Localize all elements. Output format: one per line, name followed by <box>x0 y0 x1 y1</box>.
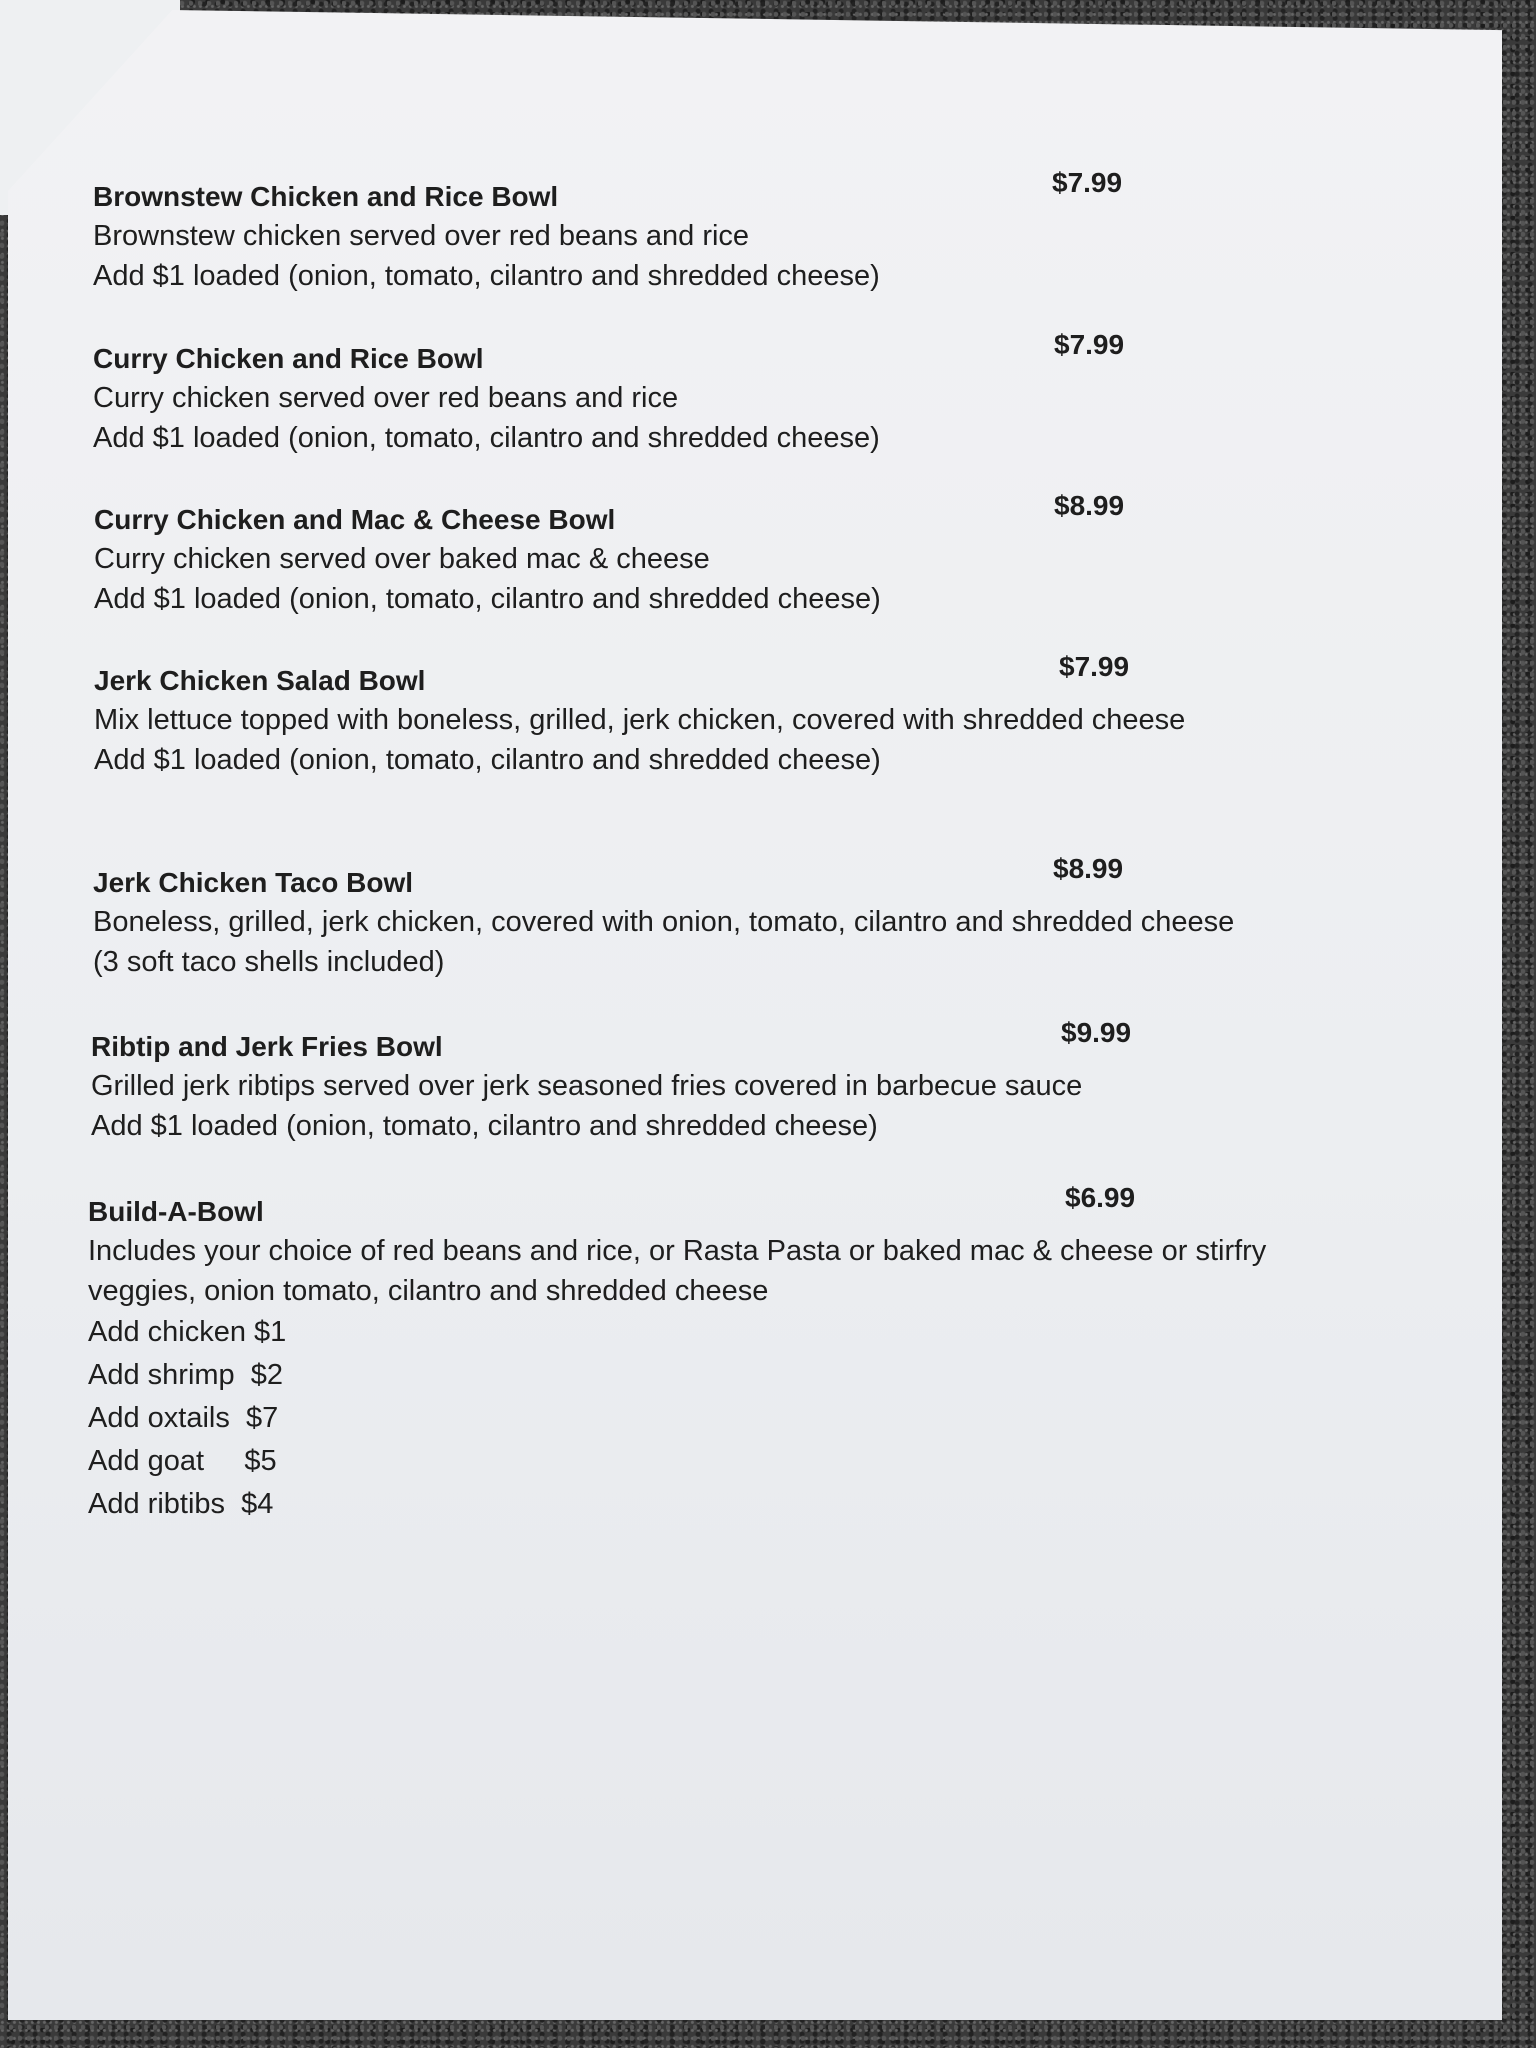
menu-item-jerk-taco-bowl <box>93 853 1393 982</box>
item-price: $9.99 <box>1061 1017 1132 1048</box>
item-addon-note: Add $1 loaded (onion, tomato, cilantro and shredded cheese) <box>93 260 880 292</box>
item-description: Includes your choice of red beans and rice, or Rasta Pasta or baked mac & cheese or stirfry <box>88 1235 1267 1267</box>
item-price: $7.99 <box>1059 651 1130 682</box>
item-description: Brownstew chicken served over red beans and rice <box>93 220 750 252</box>
item-name: Build-A-Bowl <box>88 1196 264 1227</box>
item-addon-note: Add $1 loaded (onion, tomato, cilantro and shredded cheese) <box>93 422 880 454</box>
item-addon-note: Add $1 loaded (onion, tomato, cilantro and shredded cheese) <box>91 1110 878 1142</box>
item-price: $8.99 <box>1054 490 1125 521</box>
menu-item-brownstew-bowl <box>93 167 1393 296</box>
item-description: Boneless, grilled, jerk chicken, covered with onion, tomato, cilantro and shredded cheese <box>93 906 1235 938</box>
item-name: Ribtip and Jerk Fries Bowl <box>91 1031 443 1062</box>
menu-item-jerk-salad-bowl <box>94 651 1394 780</box>
addon-ribtibs: Add ribtibs $4 <box>88 1488 274 1520</box>
item-description: Curry chicken served over red beans and rice <box>93 382 679 414</box>
item-description: Mix lettuce topped with boneless, grilled, jerk chicken, covered with shredded cheese <box>94 704 1186 736</box>
item-description: Grilled jerk ribtips served over jerk seasoned fries covered in barbecue sauce <box>91 1070 1083 1102</box>
item-addon-note: Add $1 loaded (onion, tomato, cilantro and shredded cheese) <box>94 583 881 615</box>
item-description-continued: veggies, onion tomato, cilantro and shredded cheese <box>88 1275 769 1307</box>
item-name: Jerk Chicken Salad Bowl <box>94 665 426 696</box>
item-price: $7.99 <box>1054 329 1125 360</box>
menu-item-build-a-bowl <box>88 1182 1388 1526</box>
menu-item-ribtip-fries-bowl <box>91 1017 1391 1146</box>
item-name: Jerk Chicken Taco Bowl <box>93 867 414 898</box>
addon-shrimp: Add shrimp $2 <box>88 1359 284 1391</box>
addon-goat: Add goat $5 <box>88 1445 277 1477</box>
addon-chicken: Add chicken $1 <box>88 1316 287 1348</box>
item-name: Brownstew Chicken and Rice Bowl <box>93 181 559 212</box>
menu-item-curry-mac-bowl <box>94 490 1394 619</box>
item-price: $7.99 <box>1052 167 1123 198</box>
item-name: Curry Chicken and Rice Bowl <box>93 343 484 374</box>
item-name: Curry Chicken and Mac & Cheese Bowl <box>94 504 616 535</box>
item-description: Curry chicken served over baked mac & cheese <box>94 543 710 575</box>
addon-oxtails: Add oxtails $7 <box>88 1402 279 1434</box>
item-addon-note: Add $1 loaded (onion, tomato, cilantro and shredded cheese) <box>94 744 881 776</box>
item-addon-note: (3 soft taco shells included) <box>93 946 445 978</box>
item-price: $8.99 <box>1053 853 1124 884</box>
item-price: $6.99 <box>1065 1182 1136 1213</box>
menu-item-curry-rice-bowl <box>93 329 1393 458</box>
